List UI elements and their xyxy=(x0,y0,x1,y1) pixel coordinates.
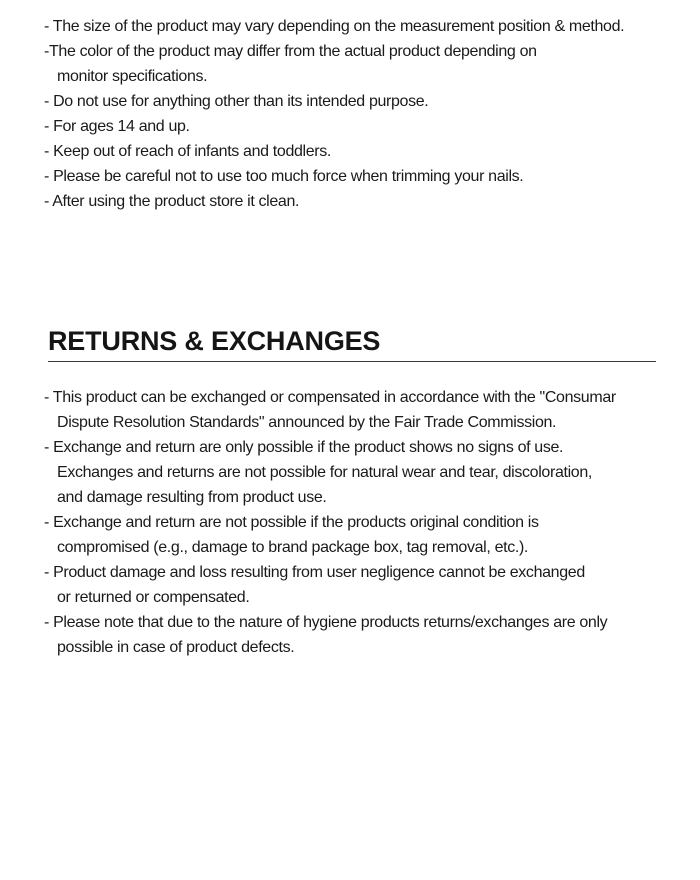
returns-line: - Product damage and loss resulting from user negligence cannot be exchanged xyxy=(44,564,585,581)
section-divider xyxy=(48,361,656,362)
returns-line-continuation: or returned or compensated. xyxy=(57,589,250,606)
returns-line-continuation: and damage resulting from product use. xyxy=(57,489,327,506)
returns-policy-list xyxy=(44,385,684,660)
notice-line: - The size of the product may vary depending on the measurement position & method. xyxy=(44,18,625,35)
returns-line: - This product can be exchanged or compensated in accordance with the "Consumar xyxy=(44,389,616,406)
notice-line: - After using the product store it clean. xyxy=(44,193,300,210)
returns-line: - Exchange and return are only possible if the product shows no signs of use. xyxy=(44,439,564,456)
returns-line-continuation: Dispute Resolution Standards" announced by the Fair Trade Commission. xyxy=(57,414,557,431)
notice-line-continuation: monitor specifications. xyxy=(57,68,208,85)
returns-line: - Exchange and return are not possible if the products original condition is xyxy=(44,514,539,531)
returns-line-continuation: Exchanges and returns are not possible for natural wear and tear, discoloration, xyxy=(57,464,593,481)
returns-line-continuation: possible in case of product defects. xyxy=(57,639,295,656)
notice-line: - Please be careful not to use too much force when trimming your nails. xyxy=(44,168,524,185)
notice-line: - Keep out of reach of infants and toddlers. xyxy=(44,143,332,160)
returns-line-continuation: compromised (e.g., damage to brand package box, tag removal, etc.). xyxy=(57,539,529,556)
notice-line: - For ages 14 and up. xyxy=(44,118,190,135)
notice-line: - Do not use for anything other than its intended purpose. xyxy=(44,93,429,110)
returns-line: - Please note that due to the nature of hygiene products returns/exchanges are only xyxy=(44,614,608,631)
product-notice-list xyxy=(44,14,684,214)
returns-exchanges-heading: RETURNS & EXCHANGES xyxy=(48,326,381,356)
notice-line: -The color of the product may differ from the actual product depending on xyxy=(44,43,537,60)
